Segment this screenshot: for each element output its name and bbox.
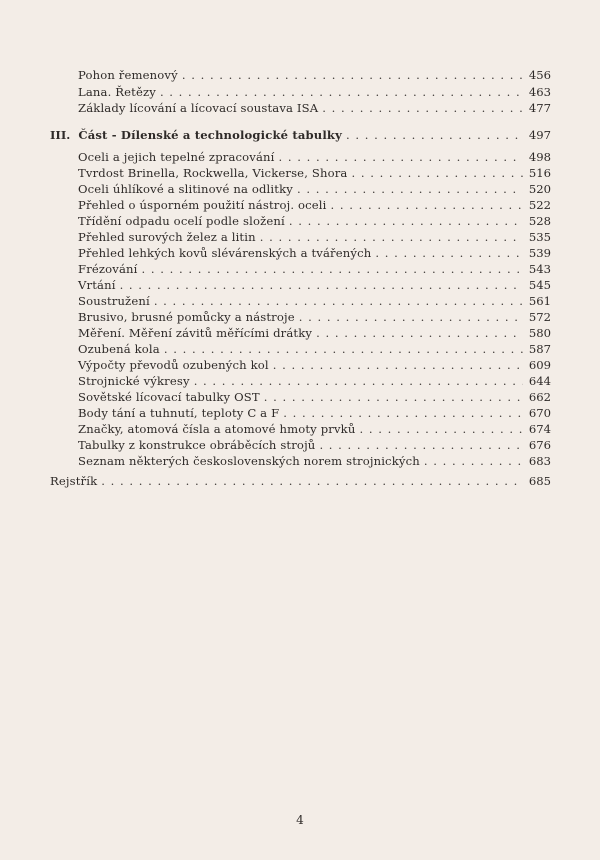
- dot-leader: [322, 101, 523, 116]
- dot-leader: [101, 474, 523, 489]
- toc-entry-page: 670: [528, 406, 551, 420]
- toc-entry: [78, 278, 551, 293]
- dot-leader: [160, 85, 523, 100]
- dot-leader: [424, 454, 523, 469]
- toc-entry-page: 456: [528, 68, 551, 82]
- toc-entry: [78, 214, 551, 229]
- dot-leader: [279, 150, 523, 165]
- toc-entry-page: 561: [528, 294, 551, 308]
- toc-entry-page: 580: [528, 326, 551, 340]
- toc-entry-page: 543: [528, 262, 551, 276]
- toc-entry-title: Strojnické výkresy: [78, 374, 190, 388]
- toc-entry-page: 520: [528, 182, 551, 196]
- part-numeral: III.: [50, 128, 71, 142]
- toc-entry: [78, 406, 551, 421]
- toc-entry-title: Brusivo, brusné pomůcky a nástroje: [78, 310, 295, 324]
- toc-entry-title: Měření. Měření závitů měřícími drátky: [78, 326, 313, 340]
- dot-leader: [319, 438, 523, 453]
- toc-entry: [78, 438, 551, 453]
- toc-entry: [78, 230, 551, 245]
- toc-entry-page: 545: [528, 278, 551, 292]
- toc-entry-title: Výpočty převodů ozubených kol: [78, 358, 269, 372]
- dot-leader: [331, 198, 524, 213]
- dot-leader: [120, 278, 523, 293]
- dot-leader: [359, 422, 523, 437]
- toc-entry-page: 522: [528, 198, 551, 212]
- toc-entry-page: 644: [528, 374, 551, 388]
- toc-entry-title: Vrtání: [78, 278, 116, 292]
- toc-entry-title: Přehled lehkých kovů slévárenských a tvářených: [78, 246, 372, 260]
- toc-entry-title: Seznam některých československých norem strojnických: [78, 454, 420, 468]
- toc-entry-title: Přehled o úsporném použití nástroj. oceli: [78, 198, 327, 212]
- toc-entry-title: Pohon řemenový: [78, 68, 178, 82]
- toc-entry-page: 498: [528, 150, 551, 164]
- page-number: 4: [296, 813, 304, 827]
- toc-entry-page: 463: [528, 85, 551, 99]
- toc-entry-page: 477: [528, 101, 551, 115]
- dot-leader: [283, 406, 523, 421]
- toc-entry: [78, 294, 551, 309]
- toc-entry-page: 528: [528, 214, 551, 228]
- toc-entry-title: Přehled surových želez a litin: [78, 230, 256, 244]
- toc-entry: [78, 246, 551, 261]
- toc-entry-title: Sovětské lícovací tabulky OST: [78, 390, 260, 404]
- toc-entry: [78, 390, 551, 405]
- toc-entry: [78, 358, 551, 373]
- toc-entry: [78, 68, 551, 83]
- toc-entry-title: Značky, atomová čísla a atomové hmoty prvků: [78, 422, 356, 436]
- toc-entry: [78, 150, 551, 165]
- dot-leader: [299, 310, 523, 325]
- toc-entry-title: Lana. Řetězy: [78, 85, 156, 99]
- dot-leader: [194, 374, 523, 389]
- toc-entry: [78, 342, 551, 357]
- toc-entry-index: [50, 474, 551, 489]
- toc-entry-page: 587: [528, 342, 551, 356]
- toc-part-heading: [50, 128, 551, 143]
- toc-entry-page: 685: [528, 474, 551, 488]
- dot-leader: [164, 342, 523, 357]
- toc-entry-page: 539: [528, 246, 551, 260]
- toc-entry-page: 516: [528, 166, 551, 180]
- toc-entry-title: Rejstřík: [50, 474, 98, 488]
- toc-entry: [78, 101, 551, 116]
- toc-entry-title: Oceli úhlíkové a slitinové na odlitky: [78, 182, 293, 196]
- toc-entry-page: 572: [528, 310, 551, 324]
- toc-entry-page: 662: [528, 390, 551, 404]
- toc-entry-page: 535: [528, 230, 551, 244]
- dot-leader: [182, 68, 523, 83]
- toc-entry: [78, 374, 551, 389]
- dot-leader: [346, 128, 523, 143]
- toc-entry-title: Frézování: [78, 262, 138, 276]
- dot-leader: [375, 246, 523, 261]
- toc-entry-title: Body tání a tuhnutí, teploty C a F: [78, 406, 280, 420]
- toc-entry-title: Třídění odpadu ocelí podle složení: [78, 214, 285, 228]
- toc-entry-page: 674: [528, 422, 551, 436]
- toc-entry: [78, 422, 551, 437]
- dot-leader: [260, 230, 523, 245]
- toc-entry: [78, 326, 551, 341]
- toc-entry-title: Soustružení: [78, 294, 150, 308]
- dot-leader: [351, 166, 523, 181]
- toc-entry: [78, 182, 551, 197]
- toc-entry: [78, 166, 551, 181]
- dot-leader: [273, 358, 523, 373]
- toc-entry-title: Tabulky z konstrukce obráběcích strojů: [78, 438, 316, 452]
- dot-leader: [316, 326, 523, 341]
- toc-entry-page: 609: [528, 358, 551, 372]
- dot-leader: [142, 262, 523, 277]
- toc-entry-page: 676: [528, 438, 551, 452]
- toc-entry: [78, 310, 551, 325]
- dot-leader: [154, 294, 523, 309]
- toc-entry: [78, 262, 551, 277]
- dot-leader: [264, 390, 523, 405]
- toc-entry-title: Ozubená kola: [78, 342, 160, 356]
- toc-entry-title: Základy lícování a lícovací soustava ISA: [78, 101, 319, 115]
- toc-entry-title: Tvrdost Brinella, Rockwella, Vickerse, Shora: [78, 166, 348, 180]
- part-page: 497: [528, 128, 551, 142]
- part-title: Část - Dílenské a technologické tabulky: [78, 128, 342, 142]
- toc-entry: [78, 454, 551, 469]
- dot-leader: [289, 214, 523, 229]
- toc-entry: [78, 85, 551, 100]
- toc-entry-title: Oceli a jejich tepelné zpracování: [78, 150, 275, 164]
- toc-entry: [78, 198, 551, 213]
- dot-leader: [297, 182, 523, 197]
- toc-entry-page: 683: [528, 454, 551, 468]
